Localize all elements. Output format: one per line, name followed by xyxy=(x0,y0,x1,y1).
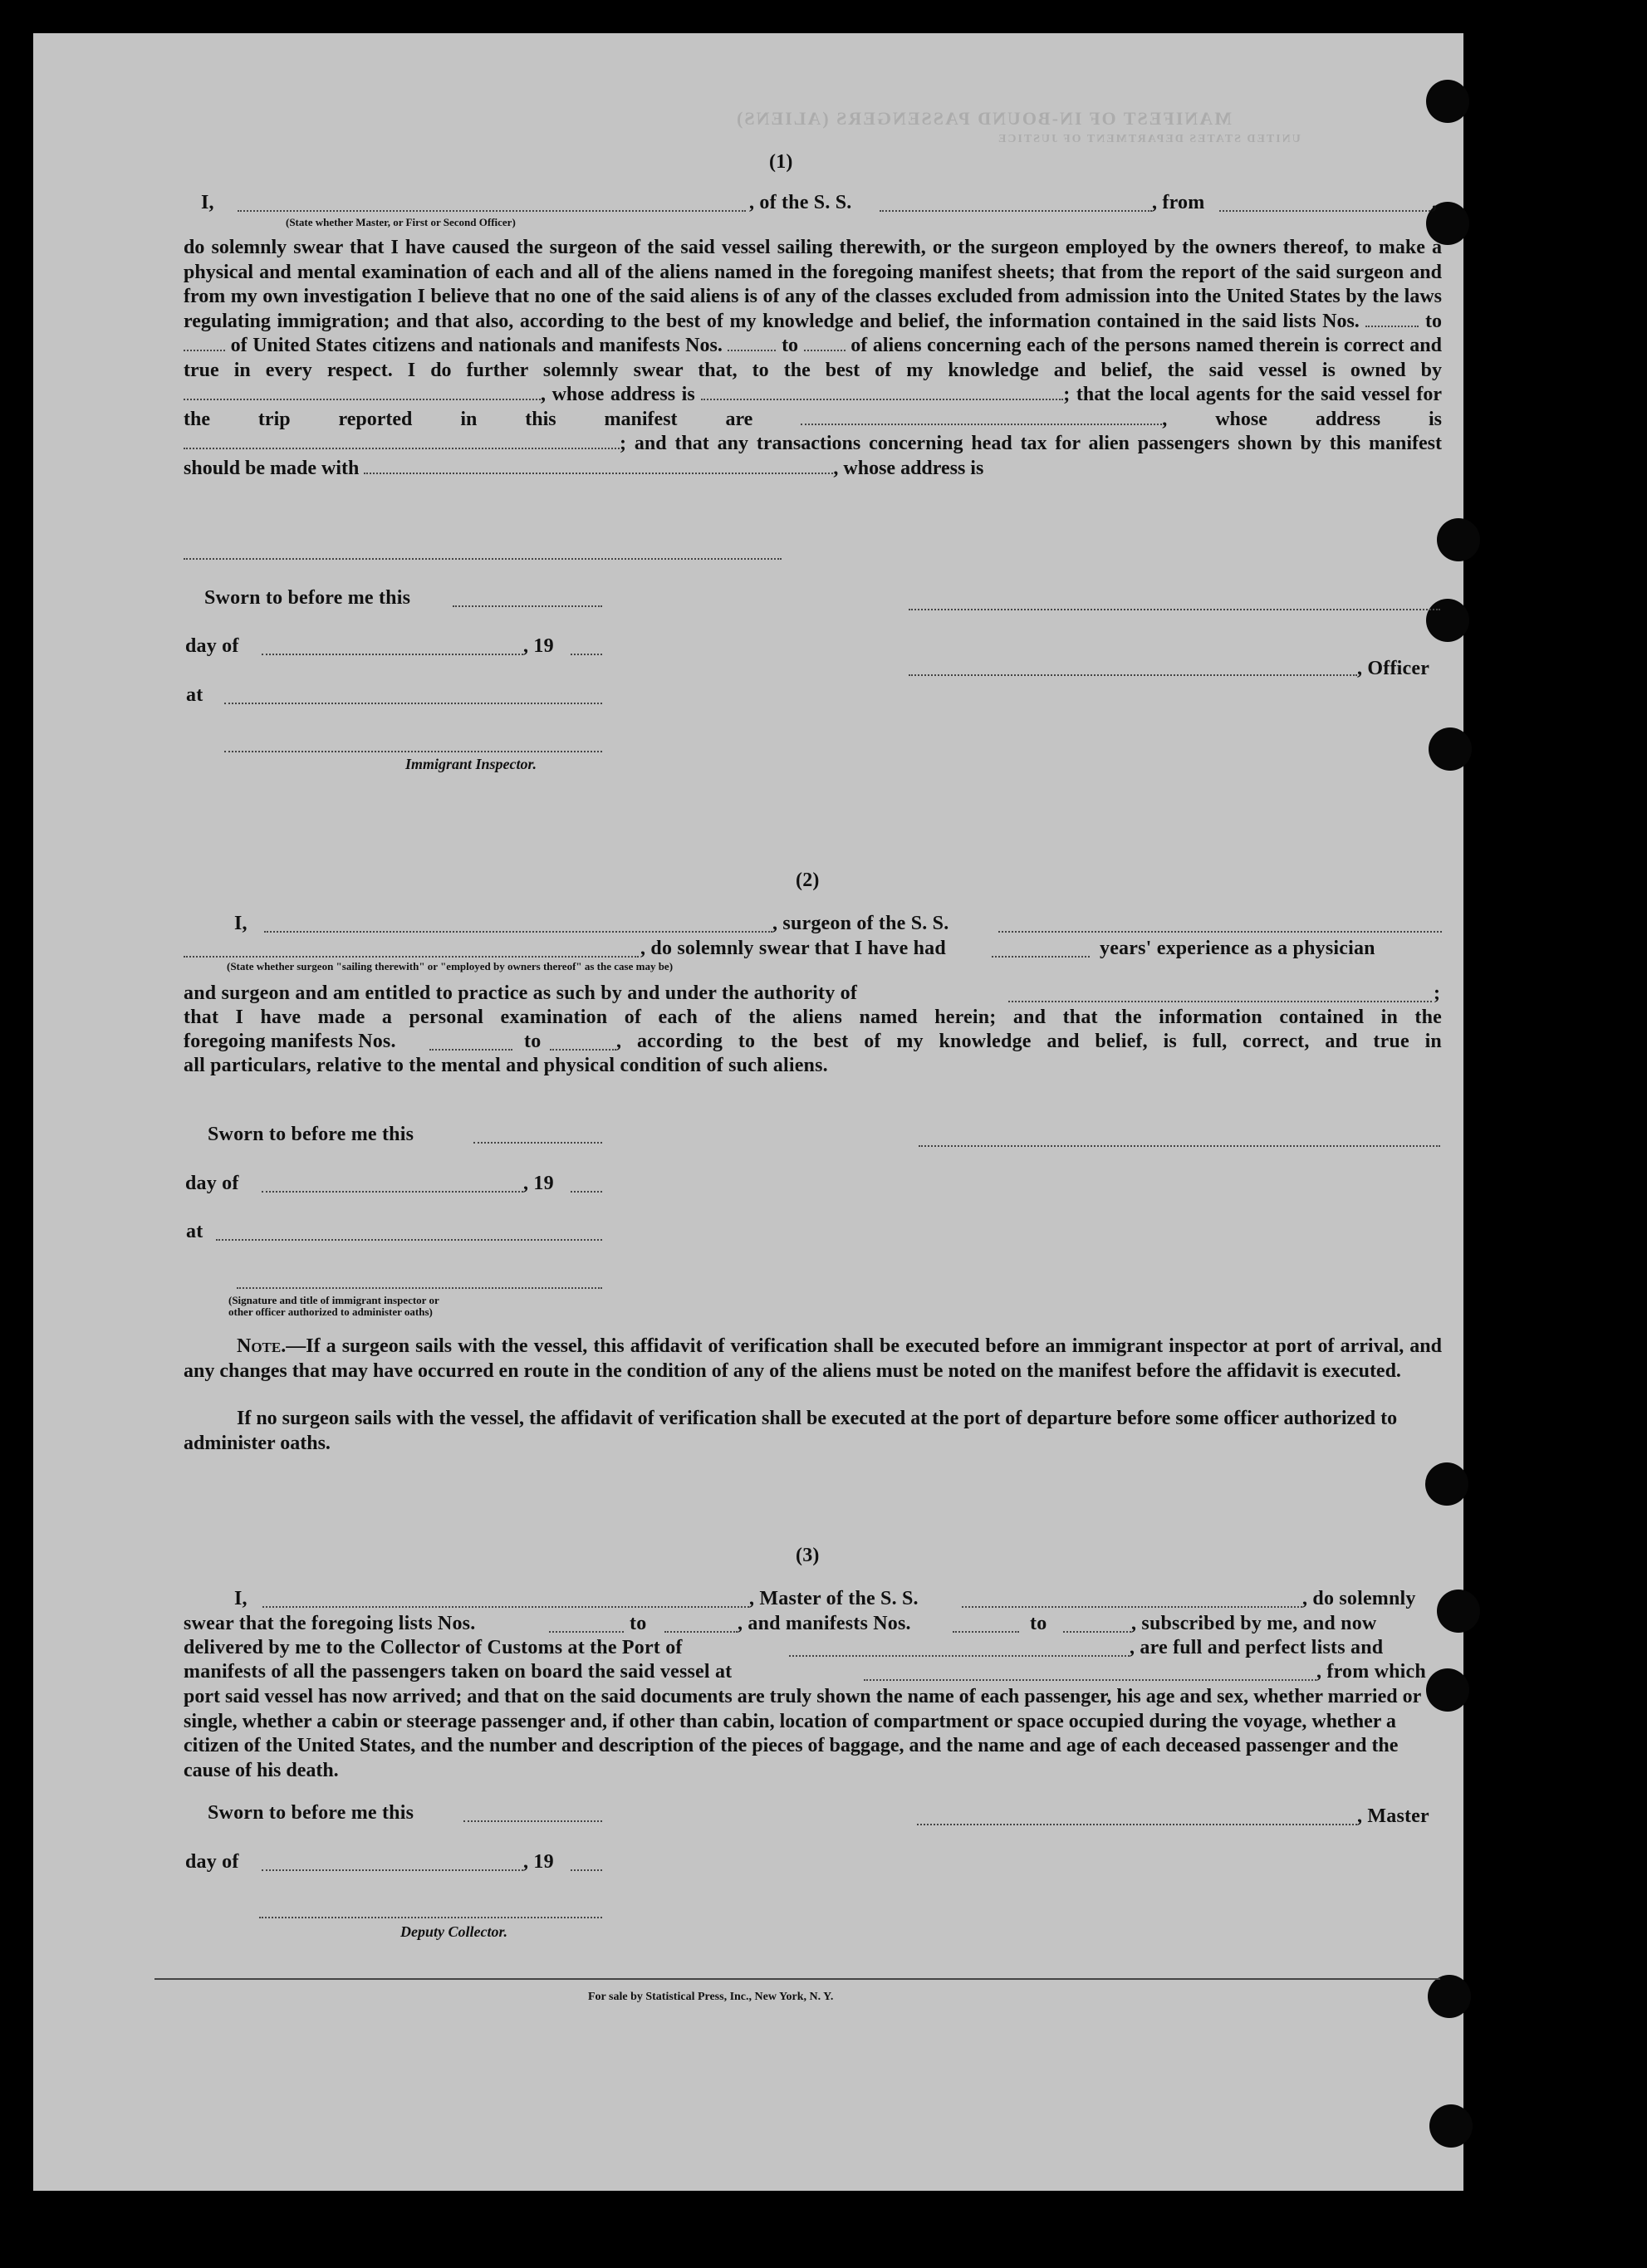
s2-inspector-signature-line[interactable] xyxy=(237,1287,602,1289)
s3-lists-to-field[interactable] xyxy=(664,1631,738,1633)
s3-and-manifests: , and manifests Nos. xyxy=(738,1613,911,1634)
s3-sworn-day-field[interactable] xyxy=(463,1820,602,1822)
s2-do-solemnly: , do solemnly swear that I have had xyxy=(640,938,946,959)
s2-line-d: all particulars, relative to the mental and physical condition of such aliens. xyxy=(184,1055,828,1076)
s3-from-which: , from which xyxy=(1316,1661,1426,1683)
punch-hole xyxy=(1437,1590,1480,1633)
s1-from: , from xyxy=(1152,192,1205,213)
s1-sworn-day-field[interactable] xyxy=(453,605,602,607)
s2-i: I, xyxy=(234,913,248,934)
s2-sworn-label: Sworn to before me this xyxy=(208,1124,414,1145)
s1-officer-rank-field[interactable] xyxy=(238,210,746,212)
s3-swear-lists: swear that the foregoing lists Nos. xyxy=(184,1613,476,1634)
section-1-heading: (1) xyxy=(769,151,793,173)
note-label: Note. xyxy=(237,1335,287,1357)
s1-manifests-from-field[interactable] xyxy=(728,335,776,351)
section-2-heading: (2) xyxy=(796,869,820,891)
s3-sworn-label: Sworn to before me this xyxy=(208,1802,414,1824)
s2-at-label: at xyxy=(186,1221,203,1242)
punch-hole xyxy=(1426,599,1469,642)
s2-at-field[interactable] xyxy=(216,1239,602,1241)
punch-hole xyxy=(1429,2104,1473,2148)
s3-subscribed: , subscribed by me, and now xyxy=(1131,1613,1377,1634)
s1-officer-name-line[interactable] xyxy=(909,674,1357,676)
s3-collector-signature-line[interactable] xyxy=(259,1917,602,1918)
punch-hole xyxy=(1426,80,1469,123)
document-page xyxy=(33,33,1463,2191)
punch-hole xyxy=(1428,1975,1471,2018)
section-3-heading: (3) xyxy=(796,1545,820,1566)
s1-year-field[interactable] xyxy=(571,654,602,655)
s1-owner-field[interactable] xyxy=(184,384,541,400)
s1-inspector-signature-line[interactable] xyxy=(224,751,602,752)
s1-vessel-field[interactable] xyxy=(880,210,1152,212)
s3-manifests-from-field[interactable] xyxy=(953,1631,1019,1633)
s3-deputy-caption: Deputy Collector. xyxy=(400,1923,507,1940)
s3-master-label: , Master xyxy=(1357,1805,1429,1827)
s2-manifests-from-field[interactable] xyxy=(429,1049,512,1051)
s3-i: I, xyxy=(234,1588,248,1609)
s2-year-field[interactable] xyxy=(571,1191,602,1193)
s3-to-1: to xyxy=(630,1613,647,1634)
s3-month-field[interactable] xyxy=(262,1869,523,1871)
s1-oath-text: do solemnly swear that I have caused the surgeon of the said vessel sailing therewith, or the surgeon employed by the owners thereof, to make a physical and mental examination of each and all of the aliens named in the foregoing manifest sheets; that from the report of the said surgeon and from my own investigation I believe that no one of the said aliens is of any of the classes excluded from admission into the United States by the laws regulating immigration; and that also, according to the best of my knowledge and belief, the information contained in the said lists Nos. to of United States citizens and nationals and manifests Nos. to of aliens concerning each of the persons named therein is correct and true in every respect. I do further solemnly swear that, to the best of my knowledge and belief, the said vessel is owned by , whose address is ; that the local agents for the said vessel for the trip reported in this manifest are , whose address is ; and that any transactions concerning head tax for alien passengers shown by this manifest should be made with , whose address is xyxy=(184,237,1443,479)
s3-master-name-field[interactable] xyxy=(262,1606,749,1608)
s3-year-label: , 19 xyxy=(523,1851,554,1873)
s1-agents-address-field[interactable] xyxy=(184,433,620,449)
s2-sailing-field[interactable] xyxy=(184,956,639,958)
s3-manifests-to-field[interactable] xyxy=(1063,1631,1131,1633)
affidavit-note-2: If no surgeon sails with the vessel, the affidavit of verification shall be executed at the port of departure before some officer authorized to administer oaths. xyxy=(184,1408,1398,1454)
punch-hole xyxy=(1429,727,1472,771)
s3-day-of-label: day of xyxy=(185,1851,239,1873)
s2-years-field[interactable] xyxy=(992,956,1090,958)
s3-manifests-of: manifests of all the passengers taken on board the said vessel at xyxy=(184,1661,733,1683)
s1-i: I, xyxy=(201,192,214,213)
s1-lists-to-field[interactable] xyxy=(184,335,225,351)
s2-surgeon-name-field[interactable] xyxy=(264,931,772,933)
s2-surgeon-signature-line[interactable] xyxy=(919,1145,1440,1147)
s2-to: to xyxy=(524,1031,542,1052)
s3-year-field[interactable] xyxy=(571,1869,602,1871)
s2-sig-caption-1: (Signature and title of immigrant inspector or xyxy=(228,1294,439,1306)
s2-line-a: and surgeon and am entitled to practice as such by and under the authority of xyxy=(184,982,858,1004)
s1-manifests-to-field[interactable] xyxy=(804,335,846,351)
s1-inspector-caption: Immigrant Inspector. xyxy=(405,756,537,772)
s3-oath-text: port said vessel has now arrived; and that on the said documents are truly shown the name of each passenger, his age and sex, whether married or single, whether a cabin or steerage passenger and, if other than cabin, location of compartment or space occupied during the voyage, whether a citizen of the United States, and the number and description of the pieces of baggage, and the name and age of each deceased passenger and the cause of his death. xyxy=(184,1686,1421,1781)
printer-imprint: For sale by Statistical Press, Inc., New York, N. Y. xyxy=(588,1991,834,2003)
s3-master-signature-line[interactable] xyxy=(917,1824,1357,1825)
s3-delivered: delivered by me to the Collector of Customs at the Port of xyxy=(184,1637,683,1658)
s2-line-c1: foregoing manifests Nos. xyxy=(184,1031,396,1052)
bleed-through-dept: UNITED STATES DEPARTMENT OF JUSTICE xyxy=(997,133,1301,145)
s1-officer-signature-line[interactable] xyxy=(909,609,1440,610)
s2-line-c2: , according to the best of my knowledge and belief, is full, correct, and true in xyxy=(616,1031,1442,1052)
s1-sworn-label: Sworn to before me this xyxy=(204,587,411,609)
s2-line-b: that I have made a personal examination of each of the aliens named herein; and that the information contained in the xyxy=(184,1007,1442,1028)
s3-port-field[interactable] xyxy=(789,1655,1130,1657)
s2-authority-field[interactable] xyxy=(1008,1001,1432,1002)
footer-rule xyxy=(154,1978,1440,1980)
s2-day-of-label: day of xyxy=(185,1173,239,1194)
s1-day-of-label: day of xyxy=(185,635,239,657)
s3-to-2: to xyxy=(1030,1613,1047,1634)
s2-year-label: , 19 xyxy=(523,1173,554,1194)
s1-agents-field[interactable] xyxy=(801,409,1162,425)
s3-vessel-field[interactable] xyxy=(962,1606,1302,1608)
s2-sig-caption-2: other officer authorized to administer oaths) xyxy=(228,1305,433,1318)
s2-sworn-day-field[interactable] xyxy=(473,1142,602,1144)
s1-head-tax-field[interactable] xyxy=(364,458,833,474)
s2-semi: ; xyxy=(1434,982,1441,1004)
affidavit-note-1: Note.—If a surgeon sails with the vessel, this affidavit of verification shall be executed before an immigrant inspector at port of arrival, and any changes that may have occurred en route in the condition of any of the aliens must be noted on the manifest before the affidavit is executed. xyxy=(184,1335,1442,1382)
bleed-through-title: MANIFEST OF IN-BOUND PASSENGERS (ALIENS) xyxy=(735,108,1232,129)
s1-rank-caption: (State whether Master, or First or Second Officer) xyxy=(286,216,516,228)
s1-officer-label: , Officer xyxy=(1357,658,1430,679)
s3-full-lists: , are full and perfect lists and xyxy=(1130,1637,1384,1658)
s2-vessel-field[interactable] xyxy=(998,931,1442,933)
s3-do-solemnly: , do solemnly xyxy=(1302,1588,1416,1609)
s3-lists-from-field[interactable] xyxy=(549,1631,624,1633)
punch-hole xyxy=(1437,518,1480,561)
s1-comma: , xyxy=(1432,192,1438,213)
s2-sailing-caption: (State whether surgeon "sailing therewith" or "employed by owners thereof" as the case may be) xyxy=(227,960,674,972)
s1-month-field[interactable] xyxy=(262,654,523,655)
s1-owner-address-field[interactable] xyxy=(701,384,1063,400)
s3-boarded-at-field[interactable] xyxy=(864,1679,1316,1681)
s2-manifests-to-field[interactable] xyxy=(550,1049,616,1051)
s2-surgeon-of: , surgeon of the S. S. xyxy=(772,913,949,934)
s1-at-label: at xyxy=(186,684,203,706)
punch-hole xyxy=(1425,1462,1468,1506)
s1-at-field[interactable] xyxy=(224,703,602,704)
s1-of-ss: , of the S. S. xyxy=(749,192,852,213)
s1-head-tax-address-field[interactable] xyxy=(184,558,782,560)
s1-from-field[interactable] xyxy=(1219,210,1430,212)
s2-month-field[interactable] xyxy=(262,1191,523,1193)
s1-year-label: , 19 xyxy=(523,635,554,657)
s1-lists-from-field[interactable] xyxy=(1365,311,1419,327)
s2-years-label: years' experience as a physician xyxy=(1100,938,1375,959)
s3-master-of: , Master of the S. S. xyxy=(749,1588,919,1609)
